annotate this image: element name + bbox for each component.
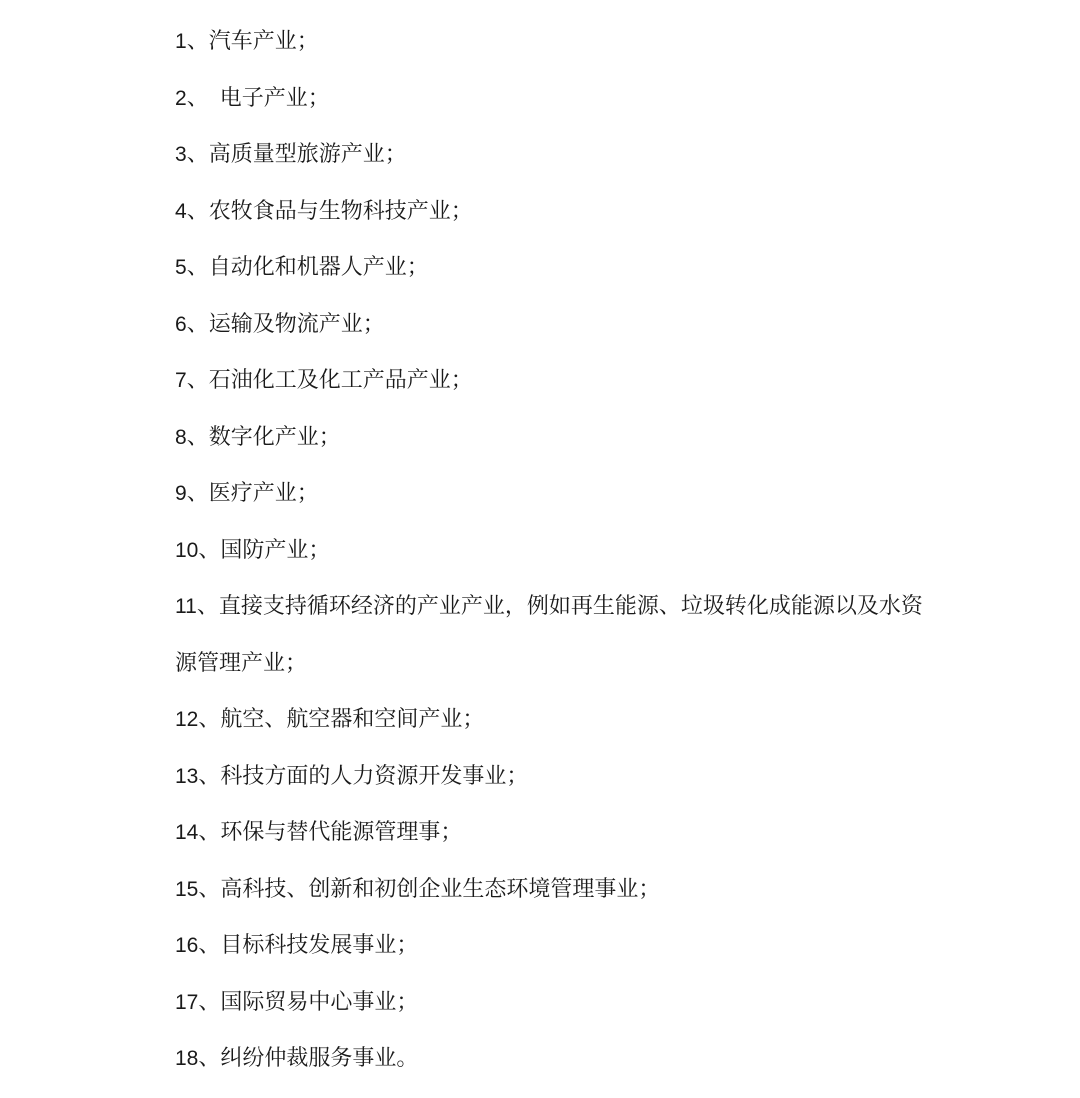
item-number: 16 [175, 934, 199, 957]
item-text: 航空、航空器和空间产业； [220, 707, 485, 732]
item-separator: 、 [198, 876, 221, 902]
item-text: 农牧食品与生物科技产业； [208, 198, 473, 224]
item-text: 高科技、创新和初创企业生态环境管理事业； [220, 876, 661, 902]
item-separator: 、 [198, 707, 221, 732]
item-separator: 、 [186, 424, 209, 450]
item-text: 直接支持循环经济的产业产业，例如再生能源、垃圾转化成能源以及水资源管理产业； [175, 594, 923, 676]
item-text: 电子产业； [197, 85, 330, 111]
list-item [175, 1031, 935, 1088]
item-separator: 、 [186, 198, 209, 224]
list-item [175, 14, 935, 71]
item-separator: 、 [198, 933, 221, 958]
item-number: 12 [175, 708, 199, 731]
item-text: 汽车产业； [208, 29, 319, 54]
item-number: 3 [175, 143, 187, 166]
item-separator: 、 [198, 820, 221, 845]
item-text: 运输及物流产业； [208, 311, 385, 337]
item-number: 5 [175, 256, 187, 279]
item-number: 7 [175, 369, 187, 392]
item-text: 目标科技发展事业； [220, 933, 419, 958]
item-separator: 、 [196, 594, 219, 619]
item-number: 14 [175, 821, 199, 844]
list-item [175, 466, 935, 523]
list-item [175, 975, 935, 1032]
item-number: 11 [175, 595, 197, 618]
item-separator: 、 [186, 311, 209, 337]
item-separator: 、 [198, 763, 221, 789]
item-separator: 、 [186, 368, 209, 393]
item-text: 环保与替代能源管理事； [220, 820, 463, 845]
item-number: 2 [175, 86, 187, 110]
list-item [175, 240, 935, 297]
list-item [175, 353, 935, 410]
item-text: 高质量型旅游产业； [208, 142, 407, 167]
item-number: 8 [175, 425, 187, 449]
list-item [175, 184, 935, 241]
item-number: 9 [175, 482, 187, 505]
item-separator: 、 [186, 85, 198, 111]
list-item [175, 579, 935, 692]
item-text: 自动化和机器人产业； [208, 255, 429, 280]
list-item [175, 410, 935, 467]
item-separator: 、 [186, 142, 209, 167]
item-number: 10 [175, 538, 199, 562]
item-separator: 、 [198, 537, 221, 563]
item-number: 15 [175, 877, 199, 901]
item-text: 石油化工及化工产品产业； [208, 368, 473, 393]
item-number: 6 [175, 312, 187, 336]
list-item [175, 692, 935, 749]
list-item [175, 918, 935, 975]
item-separator: 、 [186, 29, 209, 54]
item-separator: 、 [186, 255, 209, 280]
list-item [175, 523, 935, 580]
list-item [175, 127, 935, 184]
item-text: 科技方面的人力资源开发事业； [220, 763, 529, 789]
item-separator: 、 [198, 1046, 221, 1071]
list-item [175, 862, 935, 919]
item-number: 18 [175, 1047, 199, 1070]
item-text: 国防产业； [220, 537, 331, 563]
list-item [175, 805, 935, 862]
item-separator: 、 [198, 989, 221, 1015]
item-text: 数字化产业； [208, 424, 341, 450]
item-text: 纠纷仲裁服务事业。 [220, 1046, 419, 1071]
item-text: 国际贸易中心事业； [220, 989, 419, 1015]
item-number: 17 [175, 990, 199, 1014]
item-number: 4 [175, 199, 187, 223]
item-separator: 、 [186, 481, 209, 506]
item-number: 13 [175, 764, 199, 788]
item-number: 1 [175, 30, 187, 53]
list-item [175, 297, 935, 354]
item-text: 医疗产业； [208, 481, 319, 506]
list-item [175, 749, 935, 806]
list-item [175, 71, 935, 128]
document-body [175, 14, 935, 1088]
